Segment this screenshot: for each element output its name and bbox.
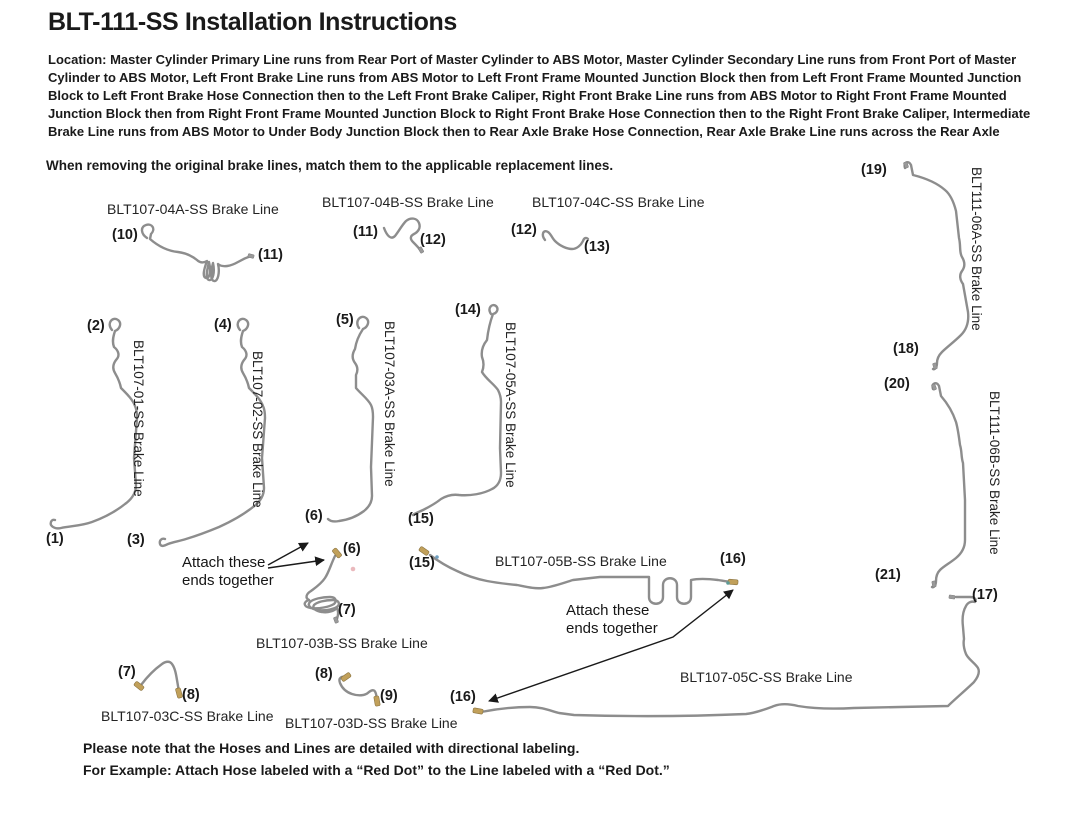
brake-line-04b-path — [384, 219, 421, 251]
page-title: BLT-111-SS Installation Instructions — [48, 8, 457, 36]
callout-6: (6) — [343, 541, 361, 557]
brake-line-01-path — [51, 319, 137, 529]
brake-line-03a-path — [328, 317, 373, 522]
brake-line-04a-path — [142, 225, 251, 281]
part-label-blt107-04c: BLT107-04C-SS Brake Line — [532, 194, 705, 210]
callout-16: (16) — [450, 689, 476, 705]
callout-12: (12) — [420, 232, 446, 248]
callout-4: (4) — [214, 317, 232, 333]
location-line: Location: Master Cylinder Primary Line runs from Rear Port of Master Cylinder to ABS Motor, Master Cylinder Secondary Line runs from Front Port of Master — [48, 52, 1017, 67]
part-label-blt111-06b: BLT111-06B-SS Brake Line — [987, 391, 1002, 555]
part-label-blt107-02: BLT107-02-SS Brake Line — [250, 351, 265, 508]
footer-note-2: For Example: Attach Hose labeled with a “Red Dot” to the Line labeled with a “Red Dot.” — [83, 762, 670, 778]
blue-dot-marking — [435, 555, 439, 559]
callout-21: (21) — [875, 567, 901, 583]
part-label-blt107-03d: BLT107-03D-SS Brake Line — [285, 715, 458, 731]
location-line: Block to Left Front Brake Hose Connection then to the Left Front Brake Caliper, Right Front Brake Line runs from ABS Motor to Right Front Frame Mounted — [48, 88, 1007, 103]
brake-line-03c-path — [141, 662, 179, 694]
location-paragraph — [48, 51, 1030, 141]
attach-note-2: Attach these ends together — [566, 602, 658, 637]
callout-18: (18) — [893, 341, 919, 357]
brake-line-03b-path — [305, 556, 339, 619]
callout-19: (19) — [861, 162, 887, 178]
footer-note-1: Please note that the Hoses and Lines are detailed with directional labeling. — [83, 740, 580, 756]
part-label-blt107-04a: BLT107-04A-SS Brake Line — [107, 201, 279, 217]
part-label-blt107-05c: BLT107-05C-SS Brake Line — [680, 669, 853, 685]
callout-2: (2) — [87, 318, 105, 334]
callout-15: (15) — [408, 511, 434, 527]
red-dot-marking — [351, 567, 356, 572]
location-line: Cylinder to ABS Motor, Left Front Brake Line runs from ABS Motor to Left Front Frame Mounted Junction Block then from Left Front Frame Mounted Junction — [48, 70, 1022, 85]
part-label-blt107-03a: BLT107-03A-SS Brake Line — [382, 321, 397, 487]
brake-line-06a-path — [905, 162, 969, 369]
callout-20: (20) — [884, 376, 910, 392]
matching-instruction: When removing the original brake lines, match them to the applicable replacement lines. — [46, 158, 614, 173]
callout-3: (3) — [127, 532, 145, 548]
brake-line-05c-path — [481, 597, 979, 716]
teal-dot-marking — [726, 581, 730, 585]
part-label-blt107-04b: BLT107-04B-SS Brake Line — [322, 194, 494, 210]
part-label-blt107-03b: BLT107-03B-SS Brake Line — [256, 635, 428, 651]
part-label-blt107-05a: BLT107-05A-SS Brake Line — [503, 322, 518, 488]
part-label-blt111-06a: BLT111-06A-SS Brake Line — [969, 167, 984, 331]
location-line: Junction Block then from Right Front Frame Mounted Junction Block to Right Front Brake Hose Connection then to the Right Front Brake Caliper, Intermediate — [48, 106, 1031, 121]
brake-line-04c-path — [543, 231, 588, 249]
callout-7: (7) — [338, 602, 356, 618]
part-label-blt107-05b: BLT107-05B-SS Brake Line — [495, 553, 667, 569]
callout-10: (10) — [112, 227, 138, 243]
callout-13: (13) — [584, 239, 610, 255]
callout-9: (9) — [380, 688, 398, 704]
attach-note-1: Attach these ends together — [182, 554, 274, 589]
callout-12: (12) — [511, 222, 537, 238]
callout-15: (15) — [409, 555, 435, 571]
callout-11: (11) — [353, 224, 378, 240]
part-label-blt107-03c: BLT107-03C-SS Brake Line — [101, 708, 274, 724]
callout-7: (7) — [118, 664, 136, 680]
location-line: Brake Line runs from ABS Motor to Under Body Junction Block then to Rear Axle Brake Hose Connection, Rear Axle Brake Line runs across the Rear Axle — [48, 124, 1000, 139]
brake-line-05a-path — [413, 305, 501, 515]
callout-8: (8) — [315, 666, 333, 682]
part-label-blt107-01: BLT107-01-SS Brake Line — [131, 340, 146, 497]
callout-5: (5) — [336, 312, 354, 328]
callout-8: (8) — [182, 687, 200, 703]
callout-16: (16) — [720, 551, 746, 567]
callout-14: (14) — [455, 302, 481, 318]
callout-1: (1) — [46, 531, 64, 547]
brake-line-06b-path — [932, 383, 965, 587]
callout-17: (17) — [972, 587, 998, 603]
callout-6: (6) — [305, 508, 323, 524]
callout-11: (11) — [258, 247, 283, 263]
